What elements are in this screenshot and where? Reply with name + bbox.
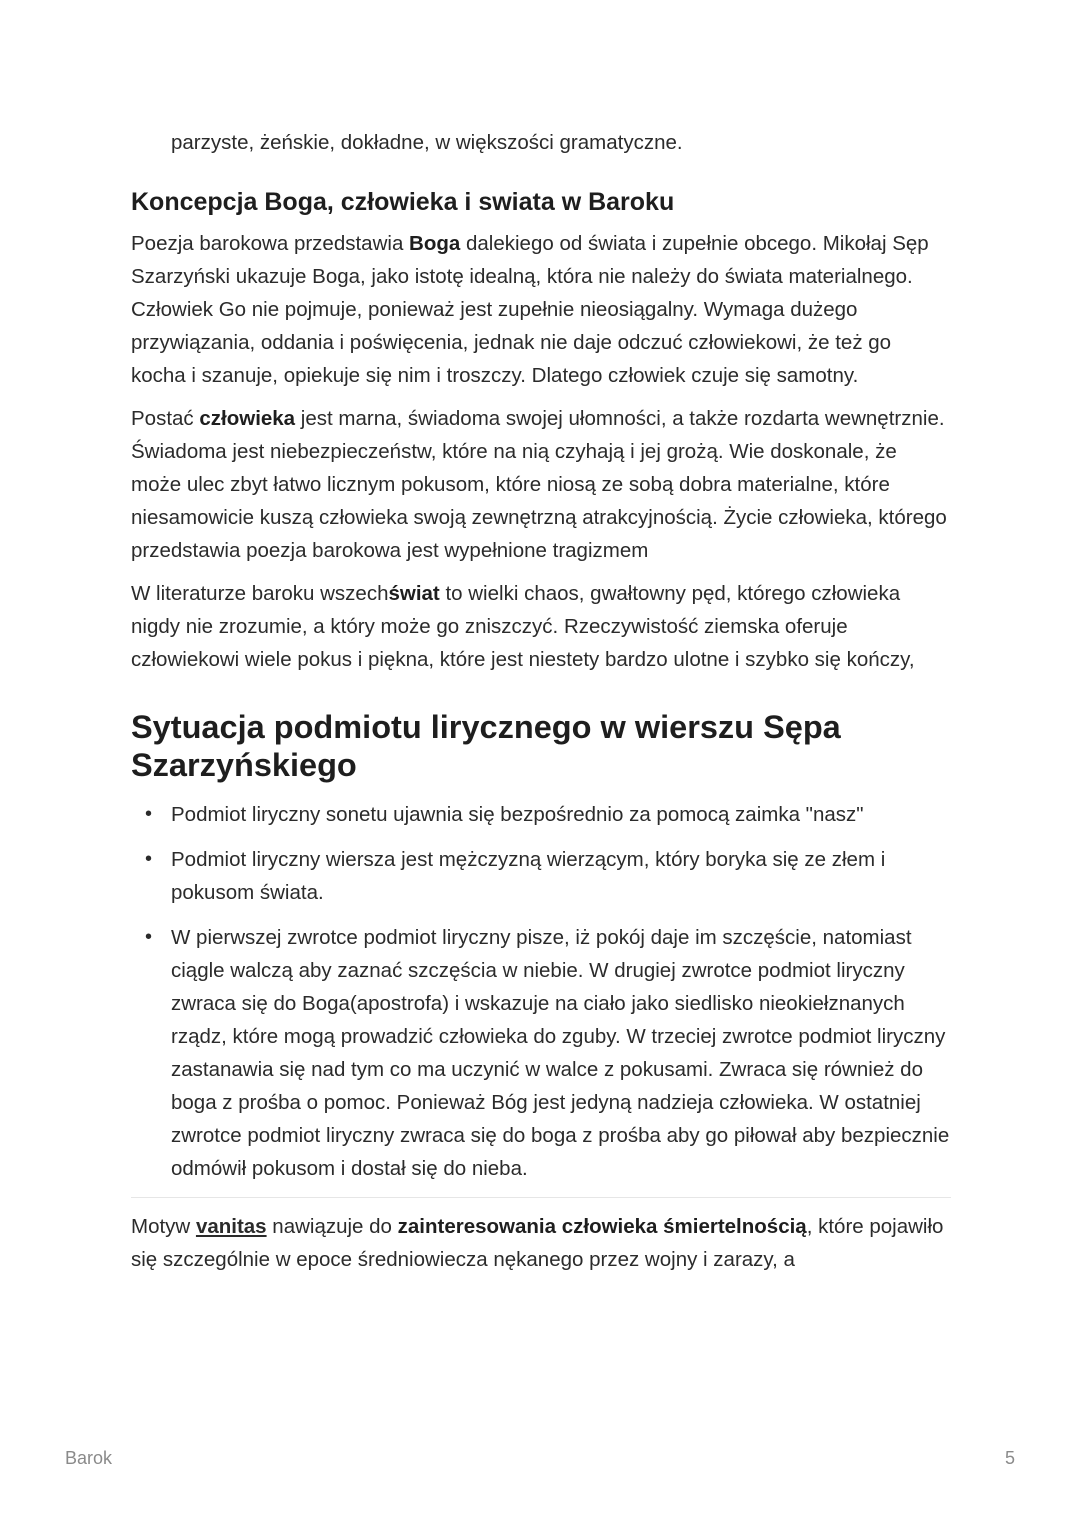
page-number: 5 xyxy=(1004,1448,1015,1468)
text-run: Poezja barokowa przedstawia xyxy=(131,232,410,255)
text-run: nawiązuje do xyxy=(266,1215,398,1238)
section-heading-concept: Koncepcja Boga, człowieka i swiata w Baroku xyxy=(131,188,675,216)
text-run: to wielki chaos, gwałtowny pęd, którego człowieka nigdy nie zrozumie, a który może go zniszczyć. Rzeczywistość ziemska oferuje człowiekowi wiele pokus i piękna, które jest niestety bardzo ulotne i szybko się kończy, xyxy=(131,582,915,671)
text-run: jest marna, świadoma swojej ułomności, a także rozdarta wewnętrznie. Świadoma jest niebezpieczeństw, które na nią czyhają i jej grożą. Wie doskonale, że może ulec zbyt łatwo licznym pokusom, które niosą ze sobą dobra materialne, które niesamowicie kuszą człowieka swoją zewnętrzną atrakcyjnością. Życie człowieka, którego przedstawia poezja barokowa jest wypełnione tragizmem xyxy=(131,407,947,562)
bold-term-human: człowieka xyxy=(199,407,296,430)
list-item: • W pierwszej zwrotce podmiot liryczny pisze, iż pokój daje im szczęście, natomiast ciągle walczą aby zaznać szczęścia w niebie. W drugiej zwrotce podmiot liryczny zwraca się do Boga(apostrofa) i wskazuje na ciało jako siedlisko nieokiełznanych rządz, które mogą prowadzić człowieka do zguby. W trzeciej zwrotce podmiot liryczny zastanawia się nad tym co ma uczynić w walce z pokusami. Zwraca się również do boga z prośba o pomoc. Ponieważ Bóg jest jedyną nadzieja człowieka. W ostatniej zwrotce podmiot liryczny zwraca się do boga z prośba aby go piłował aby bezpiecznie odmówił pokusom i dostał się do nieba. xyxy=(171,921,951,1185)
paragraph-vanitas xyxy=(131,1210,951,1276)
continuation-text: parzyste, żeńskie, dokładne, w większości gramatyczne. xyxy=(171,131,683,154)
bullet-list xyxy=(131,798,951,1185)
text-run: , które pojawiło się szczególnie w epoce średniowiecza nękanego przez wojny i zarazy, a xyxy=(131,1215,944,1271)
footer-title: Barok xyxy=(65,1448,113,1468)
text-run: Motyw xyxy=(131,1215,196,1238)
bold-phrase: zainteresowania człowieka śmiertelnością xyxy=(397,1215,807,1238)
bold-term-god: Boga xyxy=(409,232,461,255)
divider xyxy=(131,1197,951,1198)
list-item: • Podmiot liryczny sonetu ujawnia się bezpośrednio za pomocą zaimka "nasz" xyxy=(171,798,951,831)
list-item: • Podmiot liryczny wiersza jest mężczyzną wierzącym, który boryka się ze złem i pokusom świata. xyxy=(171,843,951,909)
paragraph-human xyxy=(131,402,951,567)
vanitas-link[interactable]: vanitas xyxy=(195,1215,267,1238)
page-content xyxy=(131,126,951,1286)
text-run: dalekiego od świata i zupełnie obcego. Mikołaj Sęp Szarzyński ukazuje Boga, jako istotę idealną, która nie należy do świata materialnego. Człowiek Go nie pojmuje, ponieważ jest zupełnie nieosiągalny. Wymaga dużego przywiązania, oddania i poświęcenia, jednak nie daje odczuć człowiekowi, że też go kocha i szanuje, opiekuje się nim i troszczy. Dlatego człowiek czuje się samotny. xyxy=(131,232,929,387)
paragraph-world xyxy=(131,577,951,676)
paragraph-god xyxy=(131,227,951,392)
bold-term-world: świat xyxy=(388,582,440,605)
section-heading-lyrical-subject: Sytuacja podmiotu lirycznego w wierszu Sępa Szarzyńskiego xyxy=(131,709,841,783)
text-run: W literaturze baroku wszech xyxy=(131,582,389,605)
text-run: Postać xyxy=(131,407,200,430)
